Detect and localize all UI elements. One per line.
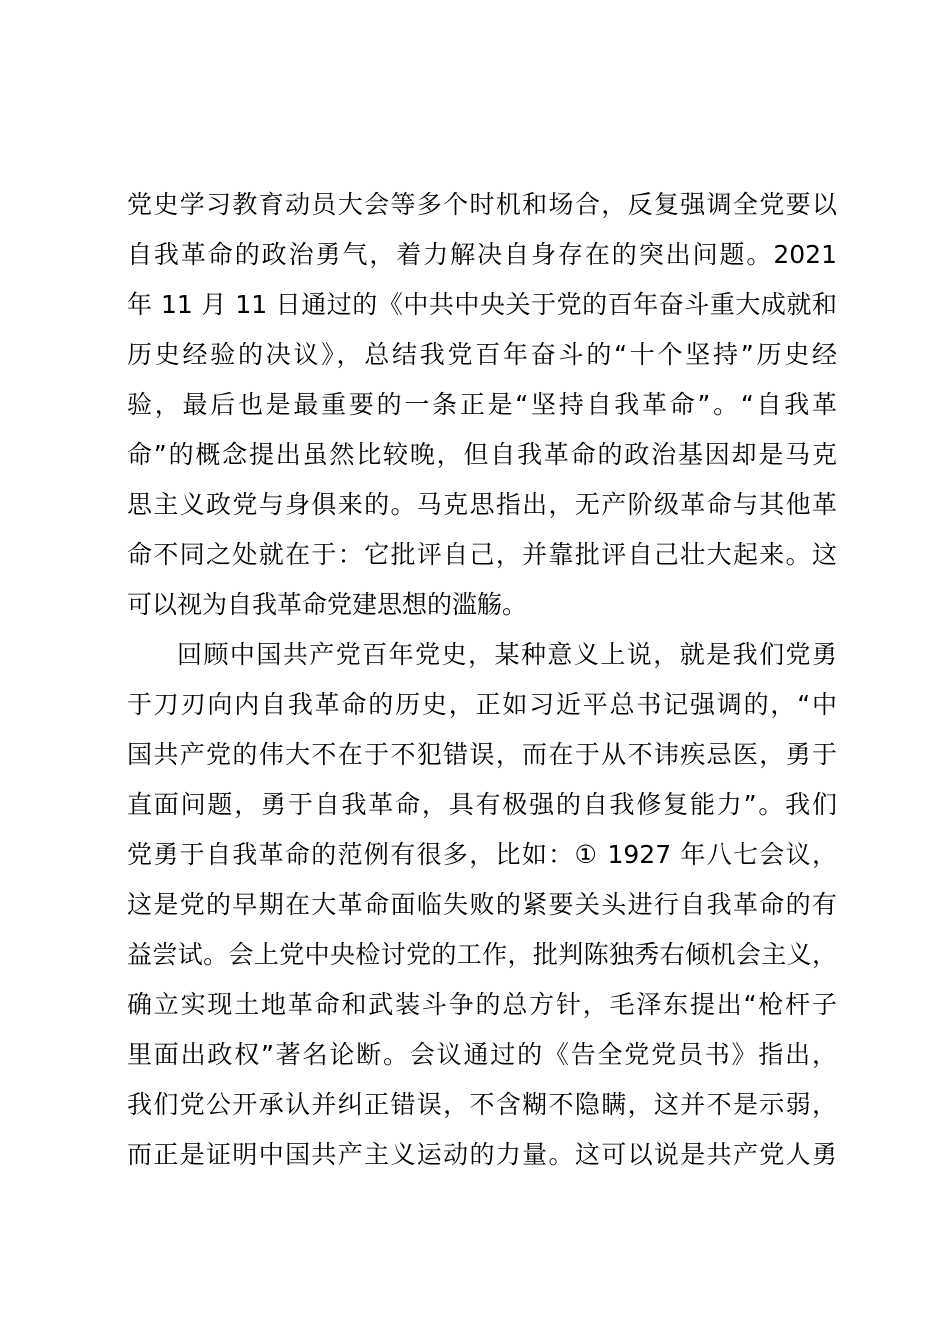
text-line: 于刀刃向内自我革命的历史，正如习近平总书记强调的，“中 (127, 690, 837, 719)
text-line: 这是党的早期在大革命面临失败的紧要关头进行自我革命的有 (127, 890, 837, 919)
text-line: 而正是证明中国共产主义运动的力量。这可以说是共产党人勇 (127, 1140, 837, 1169)
text-line: 党勇于自我革命的范例有很多，比如：① 1927 年八七会议， (127, 840, 837, 869)
paragraph-end-line: 可以视为自我革命党建思想的滥觞。 (127, 590, 528, 619)
text-line: 直面问题，勇于自我革命，具有极强的自我修复能力”。我们 (127, 790, 837, 819)
text-line: 验，最后也是最重要的一条正是“坚持自我革命”。“自我革 (127, 390, 837, 419)
text-line: 里面出政权”著名论断。会议通过的《告全党党员书》指出， (127, 1040, 837, 1069)
paragraph-first-line: 回顾中国共产党百年党史，某种意义上说，就是我们党勇 (177, 640, 837, 669)
text-line: 我们党公开承认并纠正错误，不含糊不隐瞒，这并不是示弱， (127, 1090, 837, 1119)
text-line: 思主义政党与身俱来的。马克思指出，无产阶级革命与其他革 (127, 490, 837, 519)
text-line: 历史经验的决议》，总结我党百年奋斗的“十个坚持”历史经 (127, 340, 837, 369)
text-line: 国共产党的伟大不在于不犯错误，而在于从不讳疾忌医，勇于 (127, 740, 837, 769)
text-line: 党史学习教育动员大会等多个时机和场合，反复强调全党要以 (127, 190, 837, 219)
text-line: 年 11 月 11 日通过的《中共中央关于党的百年奋斗重大成就和 (127, 290, 837, 319)
text-line: 命”的概念提出虽然比较晚，但自我革命的政治基因却是马克 (127, 440, 837, 469)
text-line: 命不同之处就在于：它批评自己，并靠批评自己壮大起来。这 (127, 540, 837, 569)
text-line: 自我革命的政治勇气，着力解决自身存在的突出问题。2021 (127, 240, 837, 269)
text-line: 益尝试。会上党中央检讨党的工作，批判陈独秀右倾机会主义， (127, 940, 837, 969)
text-line: 确立实现土地革命和武装斗争的总方针，毛泽东提出“枪杆子 (127, 990, 837, 1019)
